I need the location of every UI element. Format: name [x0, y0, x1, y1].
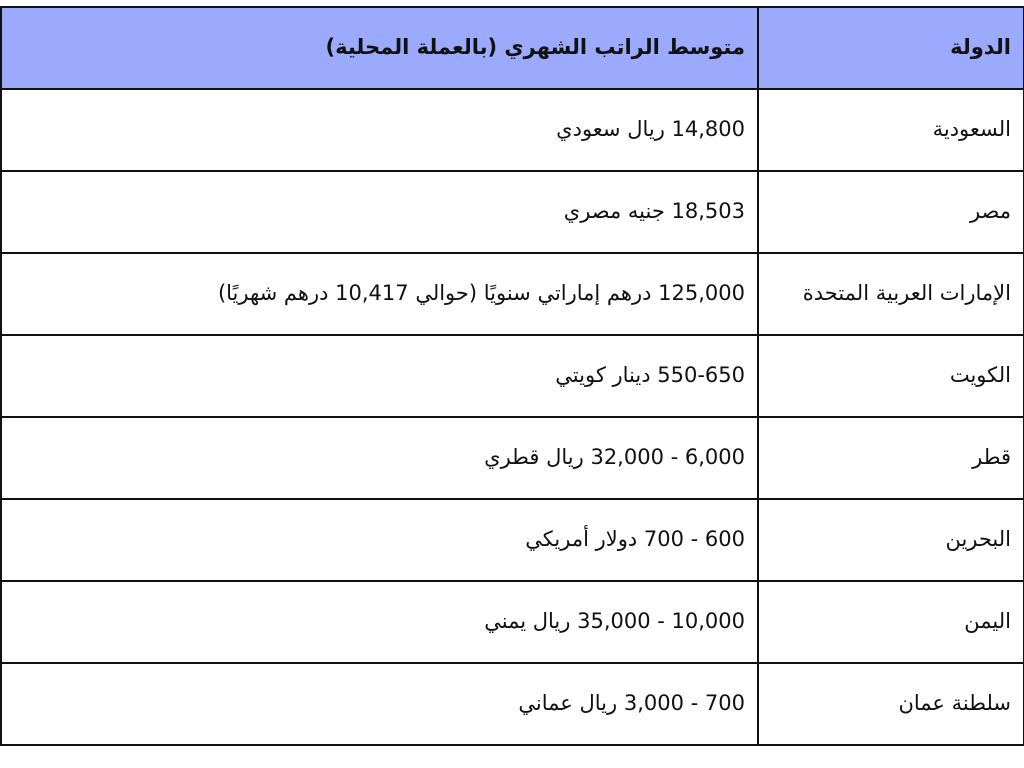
country-cell: الإمارات العربية المتحدة [758, 253, 1024, 335]
table-row [1, 663, 1024, 745]
table-header-row [1, 7, 1024, 89]
country-cell: البحرين [758, 499, 1024, 581]
column-header-country: الدولة [758, 7, 1024, 89]
salary-table [0, 6, 1024, 746]
country-cell: مصر [758, 171, 1024, 253]
country-cell: الكويت [758, 335, 1024, 417]
table-row [1, 581, 1024, 663]
salary-cell: 14,800 ريال سعودي [1, 89, 758, 171]
salary-cell: 125,000 درهم إماراتي سنويًا (حوالي 10,417 درهم شهريًا) [1, 253, 758, 335]
table-row [1, 89, 1024, 171]
country-cell: سلطنة عمان [758, 663, 1024, 745]
salary-cell: 700 - 3,000 ريال عماني [1, 663, 758, 745]
table-row [1, 171, 1024, 253]
salary-cell: 6,000 - 32,000 ريال قطري [1, 417, 758, 499]
column-header-salary: متوسط الراتب الشهري (بالعملة المحلية) [1, 7, 758, 89]
country-cell: اليمن [758, 581, 1024, 663]
table-row [1, 417, 1024, 499]
table-row [1, 499, 1024, 581]
table-row [1, 253, 1024, 335]
salary-cell: 600 - 700 دولار أمريكي [1, 499, 758, 581]
salary-cell: 18,503 جنيه مصري [1, 171, 758, 253]
country-cell: السعودية [758, 89, 1024, 171]
table-row [1, 335, 1024, 417]
salary-cell: 550-650 دينار كويتي [1, 335, 758, 417]
salary-table-container [0, 6, 1023, 746]
country-cell: قطر [758, 417, 1024, 499]
salary-cell: 10,000 - 35,000 ريال يمني [1, 581, 758, 663]
